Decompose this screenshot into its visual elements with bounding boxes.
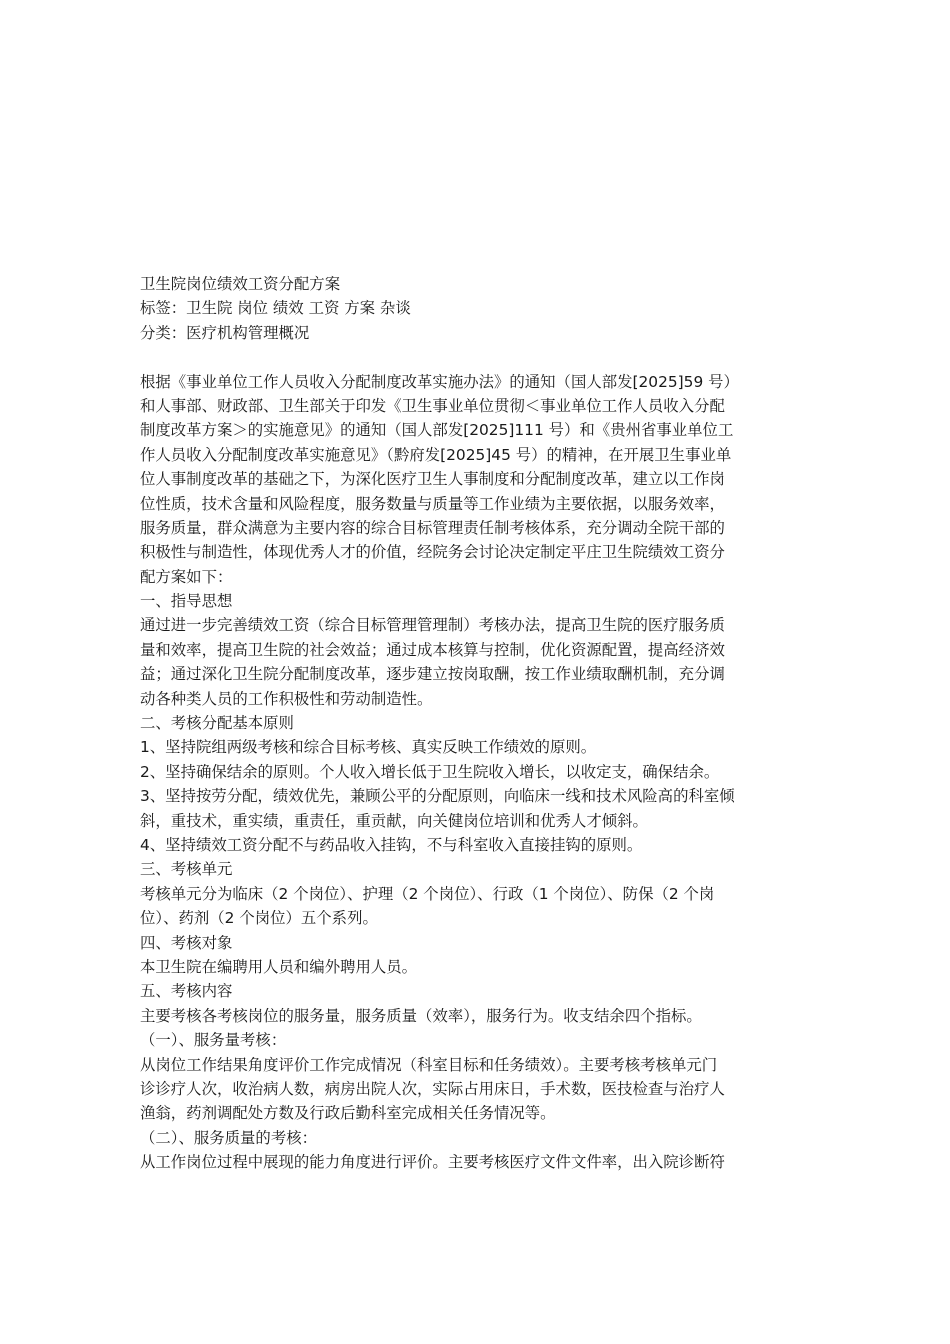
body-line: 2、坚持确保结余的原则。个人收入增长低于卫生院收入增长，以收定支，确保结余。 — [140, 762, 720, 781]
body-line: 诊诊疗人次，收治病人数，病房出院人次，实际占用床日，手术数，医技检查与治疗人 — [140, 1079, 725, 1098]
section-heading: 二、考核分配基本原则 — [140, 714, 294, 733]
body-line: 动各种类人员的工作积极性和劳动制造性。 — [140, 689, 433, 708]
section-heading: 三、考核单元 — [140, 860, 233, 879]
body-line: 积极性与制造性，体现优秀人才的价值，经院务会讨论决定制定平庄卫生院绩效工资分 — [140, 543, 725, 562]
body-line: 位人事制度改革的基础之下，为深化医疗卫生人事制度和分配制度改革，建立以工作岗 — [140, 470, 725, 489]
body-line: 配方案如下： — [140, 567, 233, 586]
document-category: 分类：医疗机构管理概况 — [140, 323, 310, 342]
document-title: 卫生院岗位绩效工资分配方案 — [140, 275, 341, 293]
body-line: 1、坚持院组两级考核和综合目标考核、真实反映工作绩效的原则。 — [140, 738, 597, 757]
body-line: 量和效率，提高卫生院的社会效益；通过成本核算与控制，优化资源配置，提高经济效 — [140, 640, 725, 659]
section-heading: 五、考核内容 — [140, 982, 233, 1001]
body-line: 主要考核各考核岗位的服务量，服务质量（效率），服务行为。收支结余四个指标。 — [140, 1006, 702, 1025]
document-page — [140, 272, 795, 1174]
body-line: 3、坚持按劳分配，绩效优先，兼顾公平的分配原则，向临床一线和技术风险高的科室倾 — [140, 787, 735, 806]
subsection-heading: （一）、服务量考核： — [140, 1031, 287, 1050]
body-line: 本卫生院在编聘用人员和编外聘用人员。 — [140, 957, 418, 976]
body-line: 根据《事业单位工作人员收入分配制度改革实施办法》的通知（国人部发[2025]59 号） — [140, 372, 739, 391]
body-line: 斜，重技术，重实绩，重责任，重贡献，向关健岗位培训和优秀人才倾斜。 — [140, 811, 648, 830]
body-line: 位性质，技术含量和风险程度，服务数量与质量等工作业绩为主要依据，以服务效率， — [140, 494, 725, 513]
body-line: 考核单元分为临床（2 个岗位）、护理（2 个岗位）、行政（1 个岗位）、防保（2 个岗 — [140, 884, 715, 903]
body-line: 从岗位工作结果角度评价工作完成情况（科室目标和任务绩效）。主要考核考核单元门 — [140, 1055, 718, 1074]
body-line: 渔翁，药剂调配处方数及行政后勤科室完成相关任务情况等。 — [140, 1104, 556, 1123]
section-heading: 一、指导思想 — [140, 592, 233, 611]
body-line: 通过进一步完善绩效工资（综合目标管理管理制）考核办法，提高卫生院的医疗服务质 — [140, 616, 725, 635]
body-line: 作人员收入分配制度改革实施意见》（黔府发[2025]45 号）的精神，在开展卫生事业单 — [140, 445, 732, 464]
body-line: 从工作岗位过程中展现的能力角度进行评价。主要考核医疗文件文件率，出入院诊断符 — [140, 1153, 725, 1172]
body-line: 益；通过深化卫生院分配制度改革，逐步建立按岗取酬，按工作业绩取酬机制，充分调 — [140, 665, 725, 684]
body-line: 服务质量，群众满意为主要内容的综合目标管理责任制考核体系，充分调动全院干部的 — [140, 518, 725, 537]
section-heading: 四、考核对象 — [140, 933, 233, 952]
body-line: 和人事部、财政部、卫生部关于印发《卫生事业单位贯彻＜事业单位工作人员收入分配 — [140, 396, 725, 415]
subsection-heading: （二）、服务质量的考核： — [140, 1128, 317, 1147]
body-line: 制度改革方案＞的实施意见》的通知（国人部发[2025]111 号）和《贵州省事业单位工 — [140, 421, 734, 440]
document-tags: 标签：卫生院 岗位 绩效 工资 方案 杂谈 — [140, 299, 411, 318]
spacer — [140, 345, 795, 369]
body-line: 位）、药剂（2 个岗位）五个系列。 — [140, 909, 378, 928]
body-line: 4、坚持绩效工资分配不与药品收入挂钩，不与科室收入直接挂钩的原则。 — [140, 835, 643, 854]
